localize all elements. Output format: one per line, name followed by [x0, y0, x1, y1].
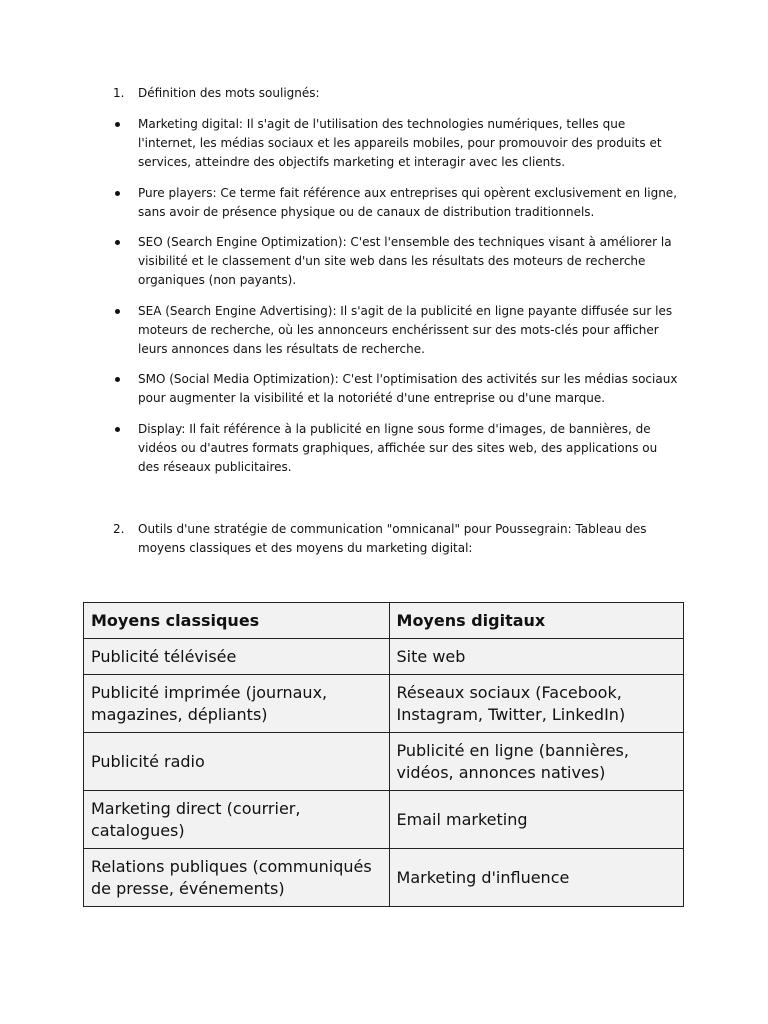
- section-2-title: Outils d'une stratégie de communication "omnicanal" pour Poussegrain: Tableau des moyens classiques et des moyens du marketing digital:: [138, 522, 647, 555]
- definitions-list: [113, 115, 678, 488]
- table-cell-digital: Email marketing: [389, 791, 683, 849]
- section-1-heading: [113, 84, 693, 103]
- header-moyens-classiques: Moyens classiques: [84, 603, 390, 639]
- table-row: [84, 733, 684, 791]
- list-item: [113, 233, 678, 290]
- section-2-number: 2.: [113, 522, 125, 536]
- section-1-number: 1.: [113, 86, 125, 100]
- list-item: [113, 115, 678, 172]
- table-row: [84, 639, 684, 675]
- definition-seo: SEO (Search Engine Optimization): C'est l'ensemble des techniques visant à améliorer la visibilité et le classement d'un site web dans les résultats des moteurs de recherche organiques (non payants).: [138, 235, 672, 287]
- table-cell-classique: Publicité télévisée: [84, 639, 390, 675]
- table-cell-classique: Relations publiques (communiqués de presse, événements): [84, 849, 390, 907]
- bullet-icon: [113, 420, 138, 477]
- table-row: [84, 849, 684, 907]
- table-cell-classique: Publicité imprimée (journaux, magazines, dépliants): [84, 675, 390, 733]
- definition-marketing-digital: Marketing digital: Il s'agit de l'utilisation des technologies numériques, telles que l'internet, les médias sociaux et les appareils mobiles, pour promouvoir des produits et services, atteindre des objectifs marketing et interagir avec les clients.: [138, 117, 662, 169]
- bullet-icon: [113, 370, 138, 408]
- definition-display: Display: Il fait référence à la publicité en ligne sous forme d'images, de bannières, de vidéos ou d'autres formats graphiques, affichée sur des sites web, des applications ou des réseaux publicitaires.: [138, 421, 658, 474]
- table-header-row: [84, 603, 684, 639]
- bullet-icon: [113, 233, 138, 290]
- definition-smo: SMO (Social Media Optimization): C'est l'optimisation des activités sur les médias sociaux pour augmenter la visibilité et la notoriété d'une entreprise ou d'une marque.: [138, 372, 678, 405]
- table-cell-classique: Publicité radio: [84, 733, 390, 791]
- bullet-icon: [113, 302, 138, 359]
- table-cell-digital: Site web: [389, 639, 683, 675]
- definition-pure-players: Pure players: Ce terme fait référence aux entreprises qui opèrent exclusivement en ligne, sans avoir de présence physique ou de canaux de distribution traditionnels.: [138, 185, 678, 219]
- section-2-heading: [113, 520, 693, 558]
- section-1-title: Définition des mots soulignés:: [138, 86, 320, 100]
- table-row: [84, 791, 684, 849]
- list-item: [113, 184, 678, 222]
- table-cell-digital: Marketing d'influence: [389, 849, 683, 907]
- bullet-icon: [113, 184, 138, 222]
- list-item: [113, 420, 678, 477]
- definition-sea: SEA (Search Engine Advertising): Il s'agit de la publicité en ligne payante diffusée sur les moteurs de recherche, où les annonceurs enchérissent sur des mots-clés pour afficher leurs annonces dans les résultats de recherche.: [138, 303, 673, 356]
- table-row: [84, 675, 684, 733]
- table-cell-digital: Publicité en ligne (bannières, vidéos, annonces natives): [389, 733, 683, 791]
- table-cell-classique: Marketing direct (courrier, catalogues): [84, 791, 390, 849]
- table-cell-digital: Réseaux sociaux (Facebook, Instagram, Twitter, LinkedIn): [389, 675, 683, 733]
- list-item: [113, 302, 678, 359]
- header-moyens-digitaux: Moyens digitaux: [389, 603, 683, 639]
- bullet-icon: [113, 115, 138, 172]
- comparison-table: [83, 602, 684, 907]
- list-item: [113, 370, 678, 408]
